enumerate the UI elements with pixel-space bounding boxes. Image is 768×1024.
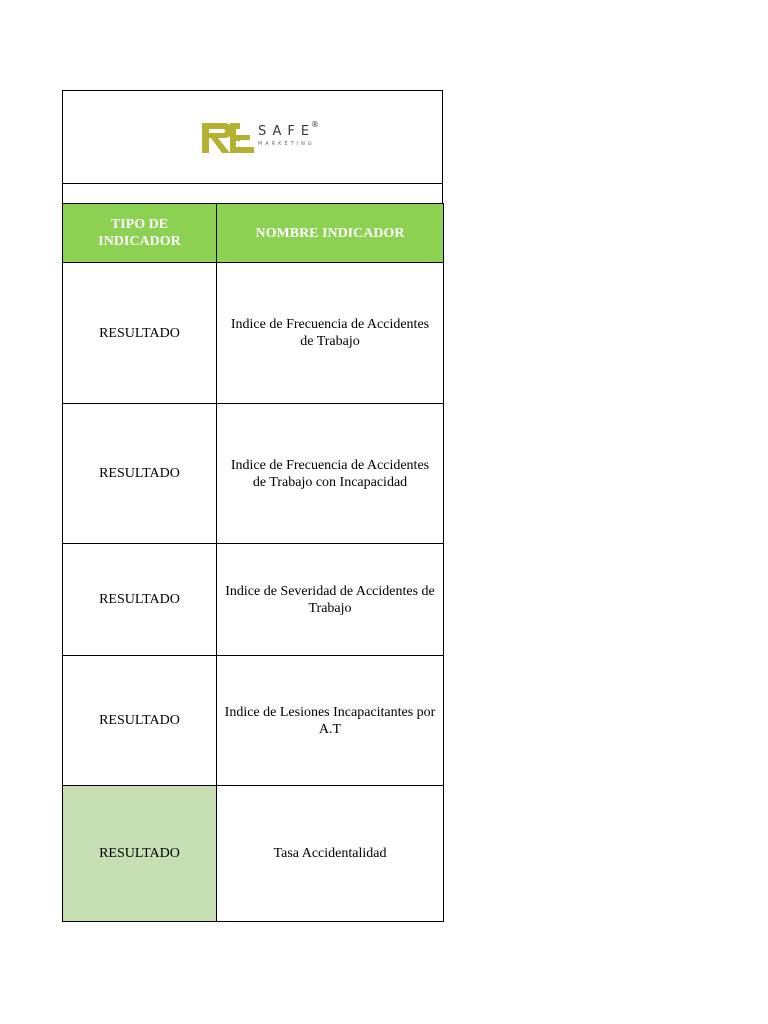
table-row — [63, 656, 444, 786]
row-type: RESULTADO — [63, 544, 217, 656]
row-type-highlighted: RESULTADO — [63, 786, 217, 922]
logo-header — [62, 90, 443, 184]
row-name: Indice de Frecuencia de Accidentes de Trabajo con Incapacidad — [217, 404, 444, 544]
row-name: Indice de Frecuencia de Accidentes de Trabajo — [217, 263, 444, 404]
table-header-row — [63, 204, 444, 263]
row-name: Tasa Accidentalidad — [217, 786, 444, 922]
header-type: TIPO DE INDICADOR — [63, 204, 217, 263]
row-type: RESULTADO — [63, 263, 217, 404]
table-row — [63, 544, 444, 656]
indicator-table — [62, 203, 444, 922]
brand-word: SAFE — [257, 124, 316, 139]
brand-logo — [200, 119, 319, 155]
header-name: NOMBRE INDICADOR — [217, 204, 444, 263]
brand-subtitle: MARKETING — [257, 141, 315, 147]
indicator-sheet — [62, 90, 443, 922]
table-row — [63, 263, 444, 404]
registered-mark: ® — [311, 120, 320, 129]
brand-mark-icon — [200, 119, 256, 155]
row-name: Indice de Lesiones Incapacitantes por A.T — [217, 656, 444, 786]
table-row — [63, 404, 444, 544]
row-type: RESULTADO — [63, 404, 217, 544]
table-row — [63, 786, 444, 922]
spacer-row — [62, 184, 443, 203]
row-name: Indice de Severidad de Accidentes de Trabajo — [217, 544, 444, 656]
row-type: RESULTADO — [63, 656, 217, 786]
